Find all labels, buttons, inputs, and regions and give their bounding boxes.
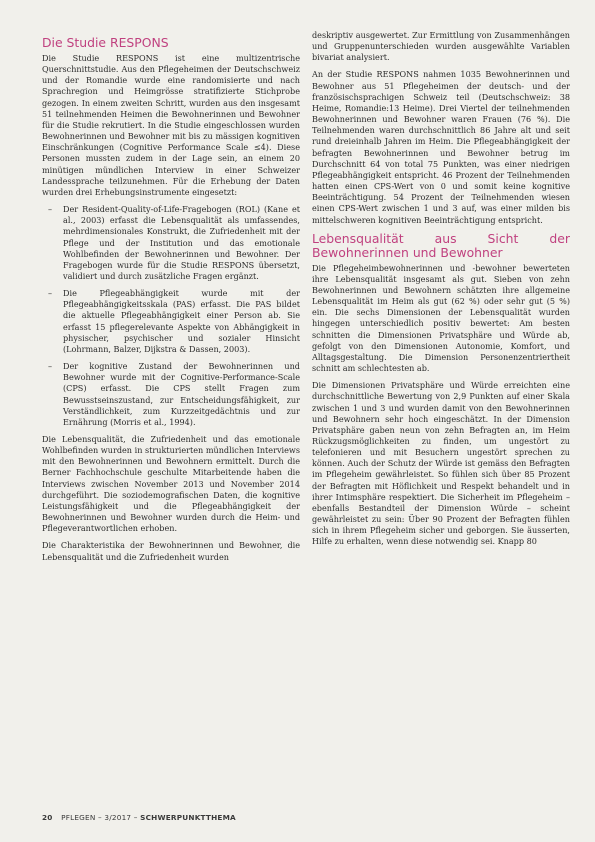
paragraph: Die Lebensqualität, die Zufriedenheit und das emotionale Wohlbefinden wurden in strukturierten mündlichen Interviews mit den Bewohnerinnen und Bewohnern ermittelt. Durch die Berner Fachhochschule geschulte Mitarbeitende haben die Interviews zwischen November 2013 und November 2014 durchgeführt. Die soziodemografischen Daten, die kognitive Leistungsfähigkeit und die Pflegeabhängigkeit der Bewohnerinnen und Bewohner wurden durch die Heim- und Pflegeverantwortlichen erhoben. xyxy=(42,434,300,534)
paragraph: Die Dimensionen Privatsphäre und Würde erreichten eine durchschnittliche Bewertung von 2,9 Punkten auf einer Skala zwischen 1 und 3 und wurden damit von den Bewohnerinnen und Bewohnern sehr hoch eingeschätzt. In der Dimension Privatsphäre gaben neun von zehn Befragten an, im Heim Rückzugsmöglichkeiten zu finden, um ungestört zu telefonieren und mit Besuchern ungestört sprechen zu können. Auch der Schutz der Würde ist gemäss den Befragten im Pflegeheim gewährleistet. So fühlen sich über 85 Prozent der Befragten mit Höflichkeit und Respekt behandelt und in ihrer Intimsphäre respektiert. Die Sicherheit im Pflegeheim – ebenfalls Bestandteil der Dimension Würde – scheint gewährleistet zu sein: Über 90 Prozent der Befragten fühlen sich in ihrem Pflegeheim sicher und geborgen. Sie äusserten, Hilfe zu erhalten, wenn diese notwendig sei. Knapp 80 xyxy=(312,380,570,547)
list-item: – Der kognitive Zustand der Bewohnerinnen und Bewohner wurde mit der Cognitive-Performance-Scale (CPS) erfasst. Die CPS stellt Fragen zum Bewusstseinszustand, zur Entscheidungsfähigkeit, zur Verständlichkeit, zum Kurzzeitgedächtnis und zur Ernährung (Morris et al., 1994). xyxy=(42,361,300,428)
paragraph: An der Studie RESPONS nahmen 1035 Bewohnerinnen und Bewohner aus 51 Pflegeheimen der deutsch- und der französischsprachigen Schweiz teil (Deutschschweiz: 38 Heime, Romandie:13 Heime). Drei Viertel der teilnehmenden Bewohnerinnen und Bewohner waren Frauen (76 %). Die Teilnehmenden waren durchschnittlich 86 Jahre alt und seit rund dreieinhalb Jahren im Heim. Die Pflegeabhängigkeit der befragten Bewohnerinnen und Bewohner betrug im Durchschnitt 64 von total 75 Punkten, was einer niedrigen Pflegeabhängigkeit entspricht. 46 Prozent der Teilnehmenden hatten einen CPS-Wert von 0 und somit keine kognitive Beeinträchtigung. 54 Prozent der Teilnehmenden wiesen einen CPS-Wert zwischen 1 und 3 auf, was einer milden bis mittelschweren kognitiven Beeinträchtigung entspricht. xyxy=(312,69,570,225)
magazine-issue: PFLEGEN – 3/2017 – xyxy=(61,813,138,822)
section-heading-lebensqualitaet: Lebensqualität aus Sicht der Bewohnerinnen und Bewohner xyxy=(312,230,570,260)
section-heading-studie: Die Studie RESPONS xyxy=(42,35,169,50)
list-item: – Die Pflegeabhängigkeit wurde mit der Pflegeabhängigkeitsskala (PAS) erfasst. Die PAS bildet die aktuelle Pflegeabhängigkeit einer Person ab. Sie erfasst 15 pflegerelevante Aspekte von Abhängigkeit in physischer, psychischer und sozialer Hinsicht (Lohrmann, Balzer, Dijkstra & Dassen, 2003). xyxy=(42,288,300,355)
paragraph: deskriptiv ausgewertet. Zur Ermittlung von Zusammenhängen und Gruppenunterschieden wurden ausgewählte Variablen bivariat analysiert. xyxy=(312,30,570,63)
paragraph: Die Pflegeheimbewohnerinnen und -bewohner bewerteten ihre Lebensqualität insgesamt als gut. Sieben von zehn Bewohnerinnen und Bewohnern schätzten ihre allgemeine Lebensqualität im Heim als gut (62 %) oder sehr gut (5 %) ein. Die sechs Dimensionen der Lebensqualität wurden hingegen unterschiedlich positiv bewertet: Am besten schnitten die Dimensionen Privatsphäre und Würde ab, gefolgt von den Dimensionen Autonomie, Komfort, und Alltagsgestaltung. Die Dimension Personenzentriertheit schnitt am schlechtesten ab. xyxy=(312,262,570,374)
page-number: 20 xyxy=(42,813,53,822)
instrument-list xyxy=(42,204,300,428)
paragraph: Die Charakteristika der Bewohnerinnen und Bewohner, die Lebensqualität und die Zufriedenheit wurden xyxy=(42,540,300,562)
page-footer xyxy=(42,813,236,822)
list-item: – Der Resident-Quality-of-Life-Fragebogen (ROL) (Kane et al., 2003) erfasst die Lebensqualität als umfassendes, mehrdimensionales Konstrukt, die Zufriedenheit mit der Pflege und der Institution und das emotionale Wohlbefinden der Bewohnerinnen und Bewohner. Der Fragebogen wurde für die Studie RESPONS übersetzt, validiert und durch zusätzliche Fragen ergänzt. xyxy=(42,204,300,282)
section-name: SCHWERPUNKTTHEMA xyxy=(140,813,236,822)
right-column xyxy=(312,30,570,554)
left-column xyxy=(42,36,300,569)
paragraph: Die Studie RESPONS ist eine multizentrische Querschnittstudie. Aus den Pflegeheimen der Deutschschweiz und der Romandie wurde eine randomisierte und nach Sprachregion und Heimgrösse stratifizierte Stichprobe gezogen. In einem zweiten Schritt, wurden aus den insgesamt 51 teilnehmenden Heimen die Bewohnerinnen und Bewohner für die Studie rekrutiert. In die Studie eingeschlossen wurden Bewohnerinnen und Bewohner mit bis zu mässigen kognitiven Einschränkungen (Cognitive Performance Scale ≤4). Diese Personen mussten zudem in der Lage sein, an einem 20 minütigen mündlichen Interview in einer Schweizer Landessprache teilzunehmen. Für die Erhebung der Daten wurden drei Erhebungsinstrumente eingesetzt: xyxy=(42,53,300,197)
